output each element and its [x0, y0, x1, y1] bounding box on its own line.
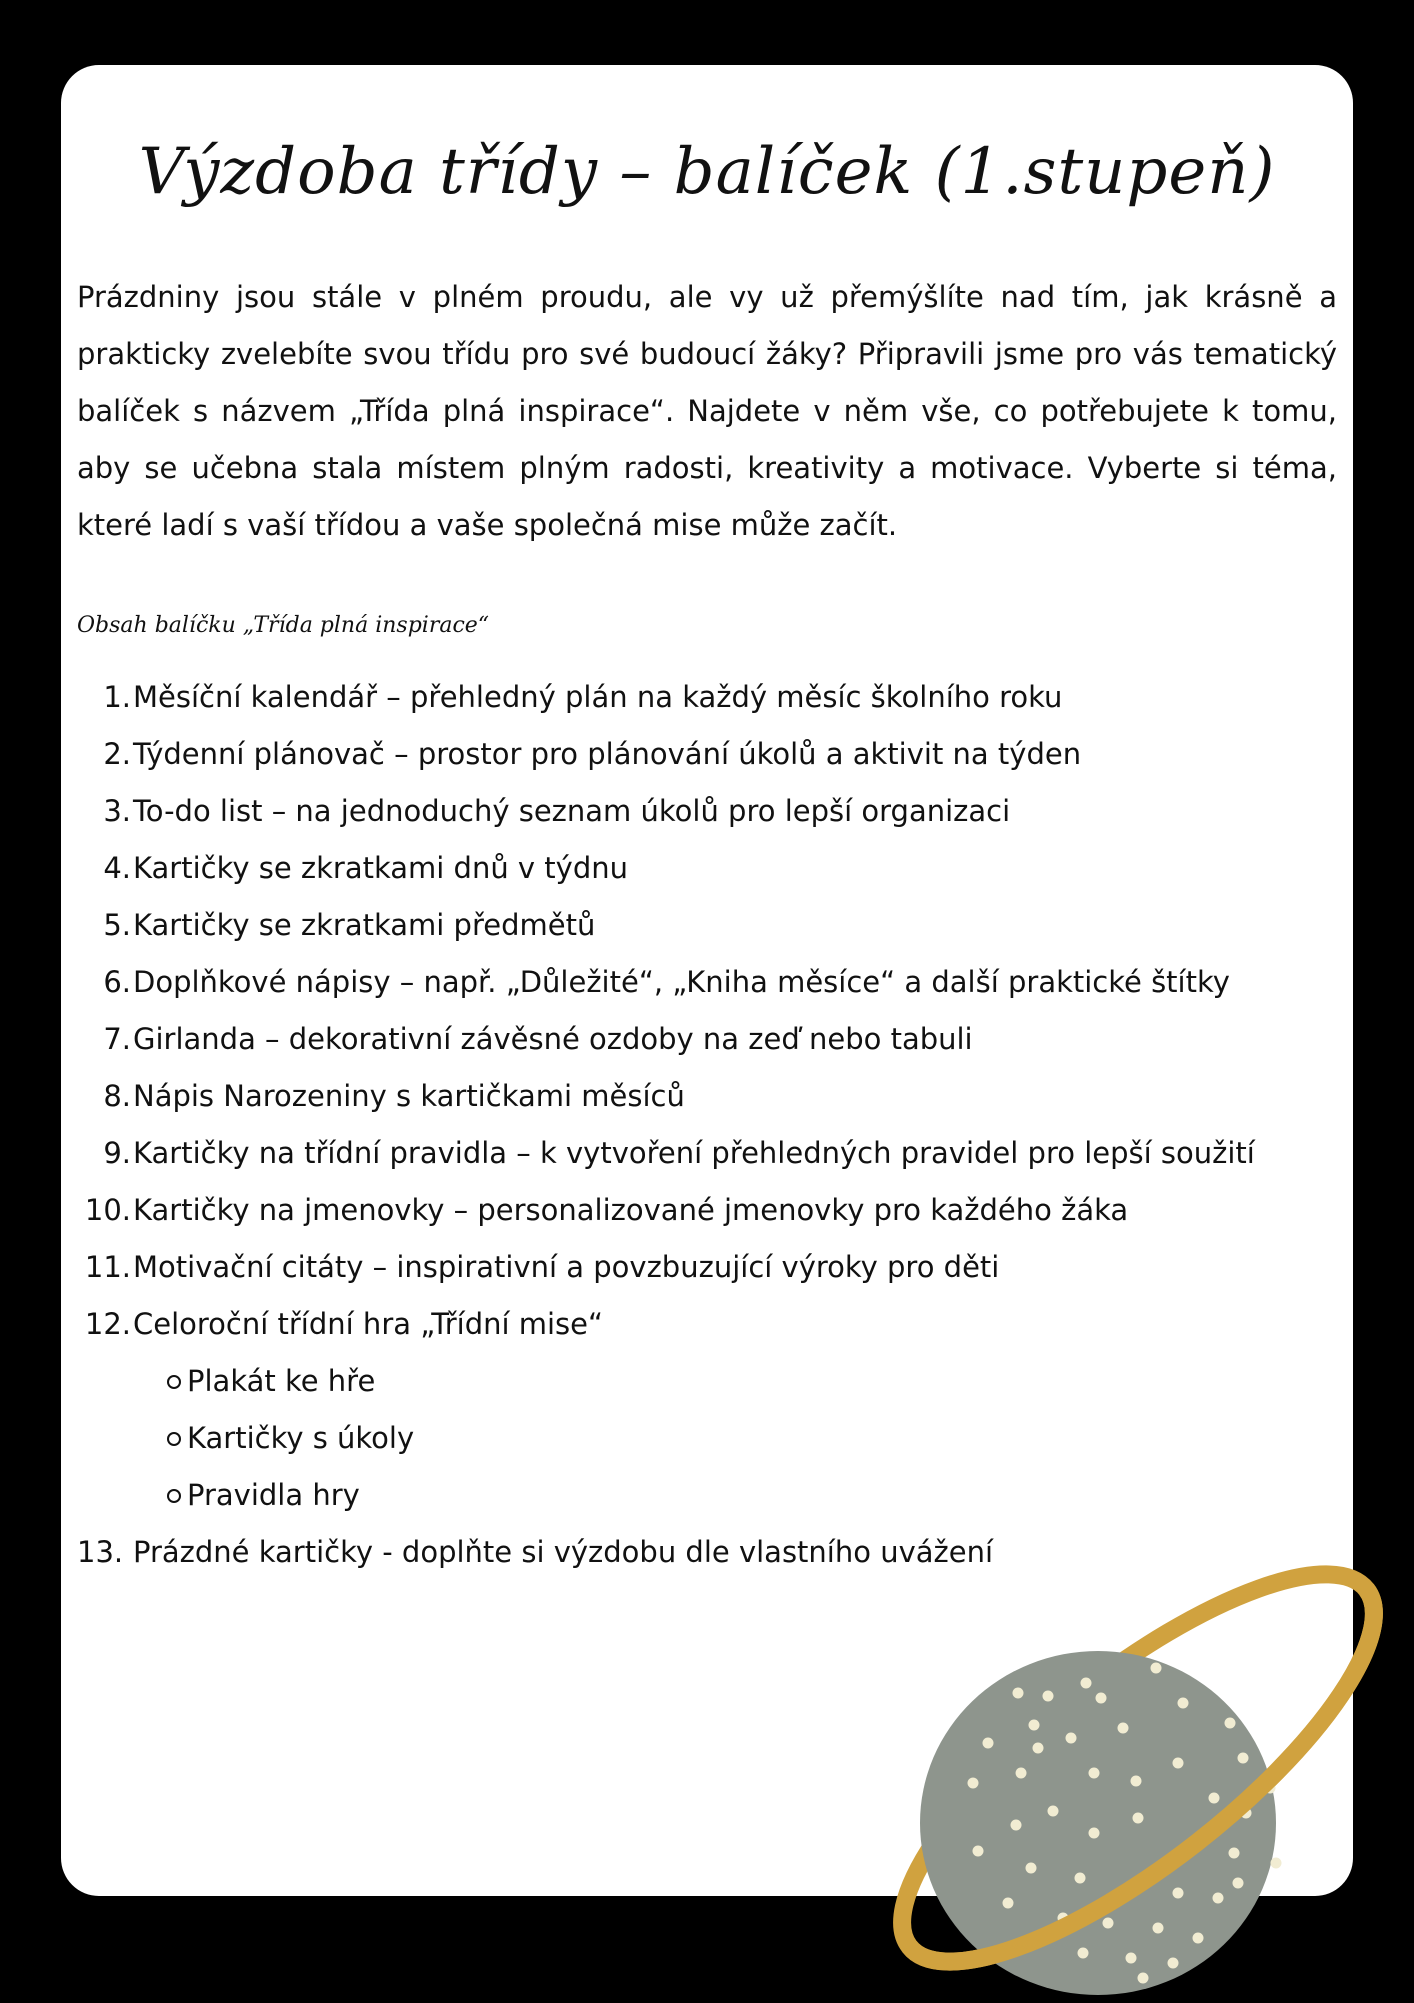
- list-item: [77, 954, 1337, 1011]
- sub-item-text: Plakát ke hře: [187, 1364, 376, 1398]
- item-text: Kartičky na třídní pravidla – k vytvoření přehledných pravidel pro lepší soužití: [133, 1136, 1255, 1170]
- sub-list-item: [77, 1353, 1337, 1410]
- item-text: Doplňkové nápisy – např. „Důležité“, „Kniha měsíce“ a další praktické štítky: [133, 965, 1230, 999]
- item-number: 12.: [84, 1307, 131, 1341]
- item-text: Měsíční kalendář – přehledný plán na každý měsíc školního roku: [133, 680, 1063, 714]
- item-text: Celoroční třídní hra „Třídní mise“: [133, 1307, 604, 1341]
- item-number: 10.: [84, 1193, 131, 1227]
- list-item: [77, 840, 1337, 897]
- sub-list-item: [77, 1410, 1337, 1467]
- list-item: [77, 1239, 1337, 1296]
- item-number: 9.: [103, 1136, 131, 1170]
- item-text: Týdenní plánovač – prostor pro plánování úkolů a aktivit na týden: [133, 737, 1082, 771]
- item-text: Girlanda – dekorativní závěsné ozdoby na zeď nebo tabuli: [133, 1022, 973, 1056]
- list-item: [77, 897, 1337, 954]
- sub-item-text: Pravidla hry: [187, 1478, 360, 1512]
- planet-illustration: [838, 1533, 1414, 2003]
- item-number: 8.: [103, 1079, 131, 1113]
- list-item: [77, 1296, 1337, 1353]
- contents-list: [77, 669, 1337, 1581]
- item-number: 13.: [77, 1535, 124, 1569]
- list-item: [77, 1125, 1337, 1182]
- intro-paragraph: Prázdniny jsou stále v plném proudu, ale vy už přemýšlíte nad tím, jak krásně a prakticky zvelebíte svou třídu pro své budoucí žáky? Připravili jsme pro vás tematický balíček s názvem „Třída plná inspirace“. Najdete v něm vše, co potřebujete k tomu, aby se učebna stala místem plným radosti, kreativity a motivace. Vyberte si téma, které ladí s vaší třídou a vaše společná mise může začít.: [77, 280, 1337, 542]
- circle-bullet-icon: [167, 1432, 181, 1446]
- item-text: Kartičky na jmenovky – personalizované jmenovky pro každého žáka: [133, 1193, 1129, 1227]
- list-item: [77, 669, 1337, 726]
- item-text: Kartičky se zkratkami předmětů: [133, 908, 596, 942]
- item-text: To-do list – na jednoduchý seznam úkolů pro lepší organizaci: [133, 794, 1011, 828]
- item-number: 4.: [103, 851, 131, 885]
- list-item: [77, 1182, 1337, 1239]
- item-text: Nápis Narozeniny s kartičkami měsíců: [133, 1079, 685, 1113]
- list-item: [77, 1011, 1337, 1068]
- item-number: 5.: [103, 908, 131, 942]
- circle-bullet-icon: [167, 1375, 181, 1389]
- item-number: 7.: [103, 1022, 131, 1056]
- item-number: 2.: [103, 737, 131, 771]
- circle-bullet-icon: [167, 1489, 181, 1503]
- sub-list-item: [77, 1467, 1337, 1524]
- item-number: 1.: [103, 680, 131, 714]
- contents-subtitle: Obsah balíčku „Třída plná inspirace“: [77, 613, 490, 638]
- sub-item-text: Kartičky s úkoly: [187, 1421, 415, 1455]
- item-number: 11.: [84, 1250, 131, 1284]
- list-item: [77, 783, 1337, 840]
- list-item: [77, 726, 1337, 783]
- item-text: Prázdné kartičky - doplňte si výzdobu dle vlastního uvážení: [133, 1535, 994, 1569]
- item-number: 6.: [103, 965, 131, 999]
- document-page: [61, 65, 1353, 1896]
- item-text: Kartičky se zkratkami dnů v týdnu: [133, 851, 629, 885]
- item-text: Motivační citáty – inspirativní a povzbuzující výroky pro děti: [133, 1250, 1000, 1284]
- list-item: [77, 1068, 1337, 1125]
- item-number: 3.: [103, 794, 131, 828]
- page-title: Výzdoba třídy – balíček (1.stupeň): [138, 135, 1276, 209]
